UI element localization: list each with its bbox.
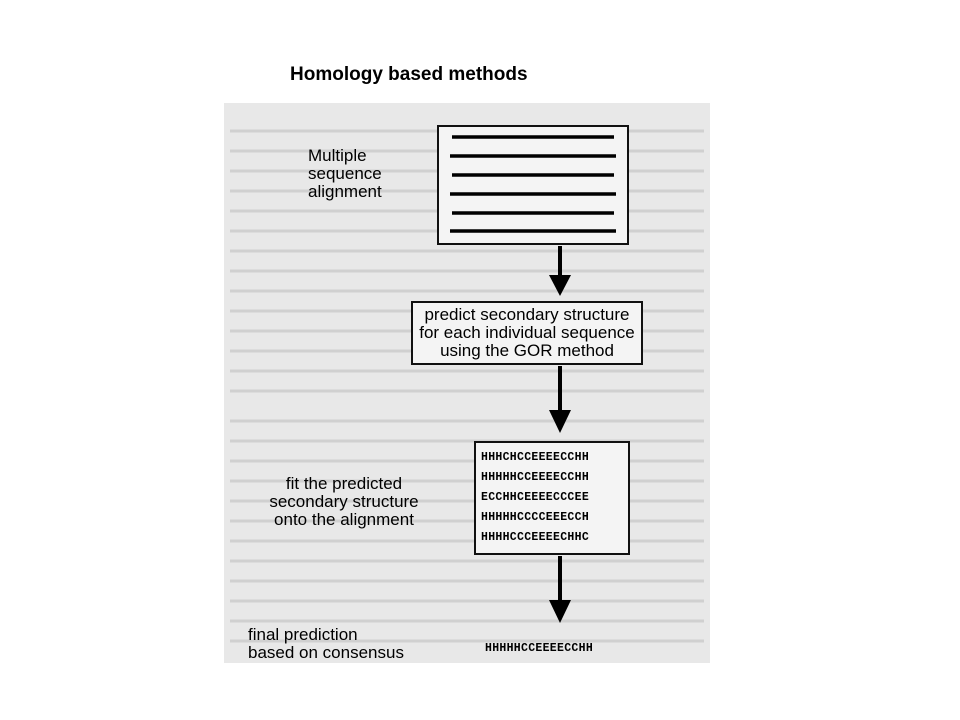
predicted-sequence: HHHHHCCCCEEECCH xyxy=(481,511,590,524)
msa-label: Multiple sequence alignment xyxy=(308,146,382,201)
slide-title: Homology based methods xyxy=(290,64,528,85)
consensus-sequence: HHHHHCCEEEECCHH xyxy=(485,642,594,655)
arrow-down-icon xyxy=(224,103,710,663)
predicted-sequence: HHHCHCCEEEECCHH xyxy=(481,451,590,464)
predicted-sequence: HHHHCCCEEEECHHC xyxy=(481,531,590,544)
fit-label: fit the predicted secondary structure onto the alignment xyxy=(269,474,419,529)
scanned-figure xyxy=(224,103,710,663)
predicted-sequence: HHHHHCCEEEECCHH xyxy=(481,471,590,484)
predicted-sequence: ECCHHCEEEECCCEE xyxy=(481,491,590,504)
final-label: final prediction based on consensus xyxy=(248,625,404,662)
predict-label: predict secondary structure for each individual sequence using the GOR method xyxy=(419,305,635,360)
